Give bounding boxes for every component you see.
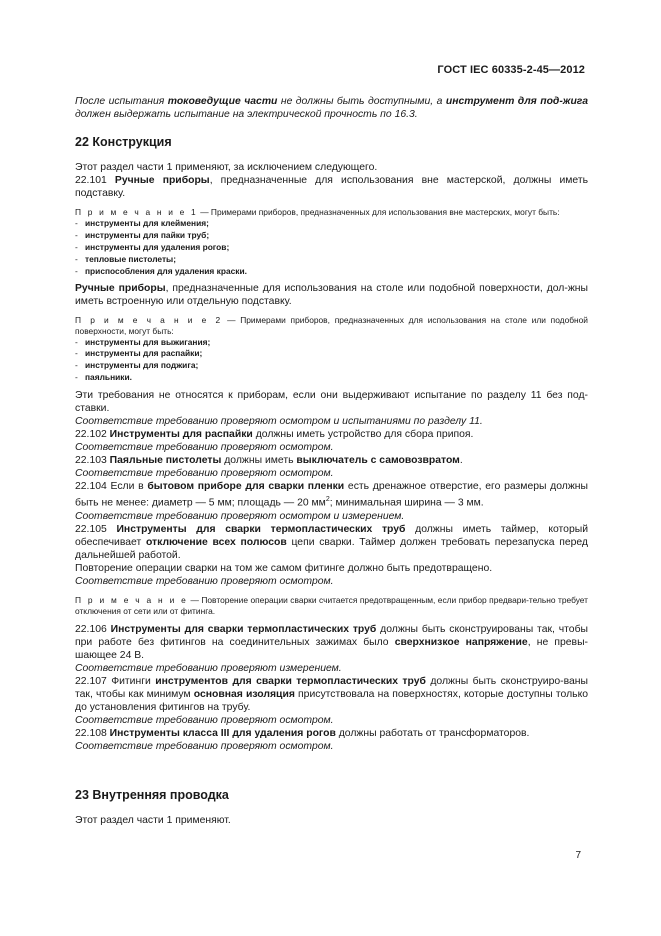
standard-header: ГОСТ IEC 60335-2-45—2012 — [437, 64, 585, 76]
term-hand-held: Ручные приборы — [114, 175, 210, 186]
list-item-text: инструменты для выжигания; — [85, 336, 211, 347]
list-item-text: инструменты для распайки; — [85, 348, 203, 359]
intro-term-live-parts: токоведущие части — [167, 96, 278, 107]
note-label: П р и м е ч а н и е 2 — [75, 314, 223, 325]
intro-text-a: После испытания — [75, 96, 168, 107]
clause-22-105 — [75, 523, 588, 562]
clause-number: 22.105 — [75, 523, 117, 535]
intro-text-c: не должны быть доступными, а — [277, 96, 446, 107]
list-item-text: тепловые пистолеты; — [85, 253, 176, 264]
note-text: — Повторение операции сварки считается предотвращенным, если прибор предвари-тельно требует отключения от сети или от фитинга. — [75, 594, 589, 616]
compliance-4: Соответствие требованию проверяют осмотром и измерением. — [75, 510, 405, 522]
list-item — [75, 372, 588, 384]
clause-number: 22.106 — [75, 623, 111, 635]
clause-22-107 — [75, 675, 588, 714]
term-desoldering: Инструменты для распайки — [109, 429, 253, 441]
compliance-7: Соответствие требованию проверяют осмотром. — [75, 714, 334, 726]
requirements-paragraph: Эти требования не относятся к приборам, если они выдерживают испытание по разделу 11 без под-ставки. — [75, 390, 588, 415]
clause-text: должны быть сконструированы так, чтобы при работе без фитингов на соединительных зажимах было — [75, 623, 588, 648]
term-extra-low-voltage: сверхнизкое напряжение — [394, 636, 528, 648]
intro-text-e: должен выдержать испытание на электрической прочность по 16.3. — [75, 109, 418, 120]
repetition-paragraph: Повторение операции сварки на том же самом фитинге должно быть предотвращено. — [75, 562, 493, 574]
clause-22-106 — [75, 623, 588, 662]
term-pipe-welding: инструментов для сварки термопластических труб — [155, 675, 426, 687]
clause-text-2: присутствовала на поверхностях, которые доступны только до установления фитингов на трубу. — [75, 688, 589, 713]
clause-text-2: есть дренажное отверстие, его размеры должны быть не менее: диаметр — 5 мм; площадь — 20 мм — [75, 481, 589, 509]
clause-number: 22.103 — [75, 455, 110, 467]
list-item — [75, 360, 588, 372]
list-item — [75, 230, 588, 242]
list-item — [75, 266, 588, 278]
list-item — [75, 242, 588, 254]
clause-number: 22.102 — [75, 429, 110, 441]
section-22-body — [75, 161, 588, 753]
dash-marker: - — [75, 229, 78, 240]
section-23-title: 23 Внутренняя проводка — [75, 788, 229, 802]
compliance-2: Соответствие требованию проверяют осмотром. — [75, 442, 334, 454]
dash-marker: - — [75, 253, 78, 264]
list-item-text: паяльники. — [85, 372, 132, 383]
note-2-list — [75, 337, 588, 385]
list-item — [75, 254, 588, 266]
compliance-5: Соответствие требованию проверяют осмотром. — [75, 575, 334, 587]
list-item — [75, 337, 588, 349]
dash-marker: - — [75, 265, 78, 276]
list-item-text: инструменты для клеймения; — [85, 218, 209, 228]
clause-text: должны иметь таймер, который обеспечивает — [75, 523, 588, 548]
note-label: П р и м е ч а н и е — [75, 594, 189, 605]
term-class-iii-dehorning: Инструменты класса III для удаления рогов — [109, 727, 336, 739]
page-number: 7 — [575, 850, 581, 861]
section-22-p1: Этот раздел части 1 применяют, за исключением следующего. — [75, 162, 378, 173]
note-label: П р и м е ч а н и е 1 — [75, 207, 198, 217]
clause-number: 22.108 — [75, 727, 110, 739]
section-22-heading-block — [75, 134, 588, 150]
clause-text-3: ; минимальная ширина — 3 мм. — [329, 497, 484, 509]
list-item-text: инструменты для пайки труб; — [85, 229, 210, 240]
note-3 — [75, 595, 588, 617]
clause-number: 22.101 — [75, 175, 115, 186]
list-item-text: приспособления для удаления краски. — [85, 265, 247, 276]
compliance-1: Соответствие требованию проверяют осмотром и испытаниями по разделу 11. — [75, 416, 483, 428]
intro-term-igniter: инструмент для под-жига — [445, 96, 588, 107]
compliance-6: Соответствие требованию проверяют измерением. — [75, 662, 342, 674]
clause-text-2: цепи сварки. Таймер должен требовать перезапуска перед дальнейшей работой. — [75, 536, 588, 561]
intro-block — [75, 95, 588, 121]
superscript: 2 — [325, 496, 330, 504]
term-pipe-welding: Инструменты для сварки термопластических труб — [110, 623, 377, 635]
clause-22-104 — [75, 480, 588, 509]
term-all-pole-disconnection: отключение всех полюсов — [145, 536, 287, 548]
list-item-text: инструменты для удаления рогов; — [85, 241, 230, 252]
clause-text: должны работать от трансформаторов. — [335, 727, 530, 739]
clause-text-end: . — [459, 455, 463, 467]
term-basic-insulation: основная изоляция — [193, 688, 295, 700]
dash-marker: - — [75, 336, 78, 347]
clause-text: должны быть сконструиро-ваны так, чтобы как минимум — [75, 675, 588, 700]
note-1-list — [75, 218, 588, 278]
term-soldering-guns: Паяльные пистолеты — [109, 455, 222, 467]
note-1 — [75, 207, 588, 218]
term-hand-held: Ручные приборы — [75, 282, 166, 294]
note-text: — Примерами приборов, предназначенных для использования вне мастерских, могут быть: — [197, 207, 560, 217]
compliance-3: Соответствие требованию проверяют осмотром. — [75, 468, 334, 480]
clause-text: должны иметь устройство для сбора припоя. — [252, 429, 474, 441]
clause-text-0: Фитинги — [111, 675, 156, 687]
clause-text-2: , не превы-шающее 24 В. — [75, 636, 588, 661]
compliance-8: Соответствие требованию проверяют осмотром. — [75, 740, 334, 752]
dash-marker: - — [75, 360, 78, 371]
list-item — [75, 348, 588, 360]
dash-marker: - — [75, 241, 78, 252]
clause-text: , предназначенные для использования вне мастерской, должны иметь подставку. — [75, 175, 589, 199]
dash-marker: - — [75, 218, 78, 228]
clause-number: 22.107 — [75, 675, 112, 687]
hand-held-paragraph — [75, 282, 588, 308]
section-23-p1: Этот раздел части 1 применяют. — [75, 815, 231, 826]
term-self-resetting-switch: выключатель с самовозвратом — [296, 455, 460, 467]
section-22-title: 22 Конструкция — [75, 135, 172, 149]
clause-text: должны иметь — [221, 455, 297, 467]
clause-text: Если в — [110, 481, 148, 493]
clause-22-103 — [75, 454, 588, 467]
list-item-text: инструменты для поджига; — [85, 360, 199, 371]
paragraph-text: , предназначенные для использования на столе или подобной поверхности, дол-жны иметь встроенную или отдельную подставку. — [75, 282, 588, 307]
note-text: — Примерами приборов, предназначенных для использования на столе или подобной поверхности, могут быть: — [75, 314, 588, 336]
term-pipe-welding: Инструменты для сварки термопластических труб — [116, 523, 406, 535]
clause-22-108 — [75, 727, 588, 740]
intro-paragraph — [75, 95, 588, 121]
dash-marker: - — [75, 372, 78, 383]
note-2 — [75, 315, 588, 337]
dash-marker: - — [75, 348, 78, 359]
term-film-welding: бытовом приборе для сварки пленки — [147, 481, 345, 493]
clause-22-101 — [75, 174, 588, 200]
clause-22-102 — [75, 428, 588, 441]
clause-number: 22.104 — [75, 481, 111, 493]
list-item — [75, 218, 588, 230]
section-23-block — [75, 787, 588, 827]
